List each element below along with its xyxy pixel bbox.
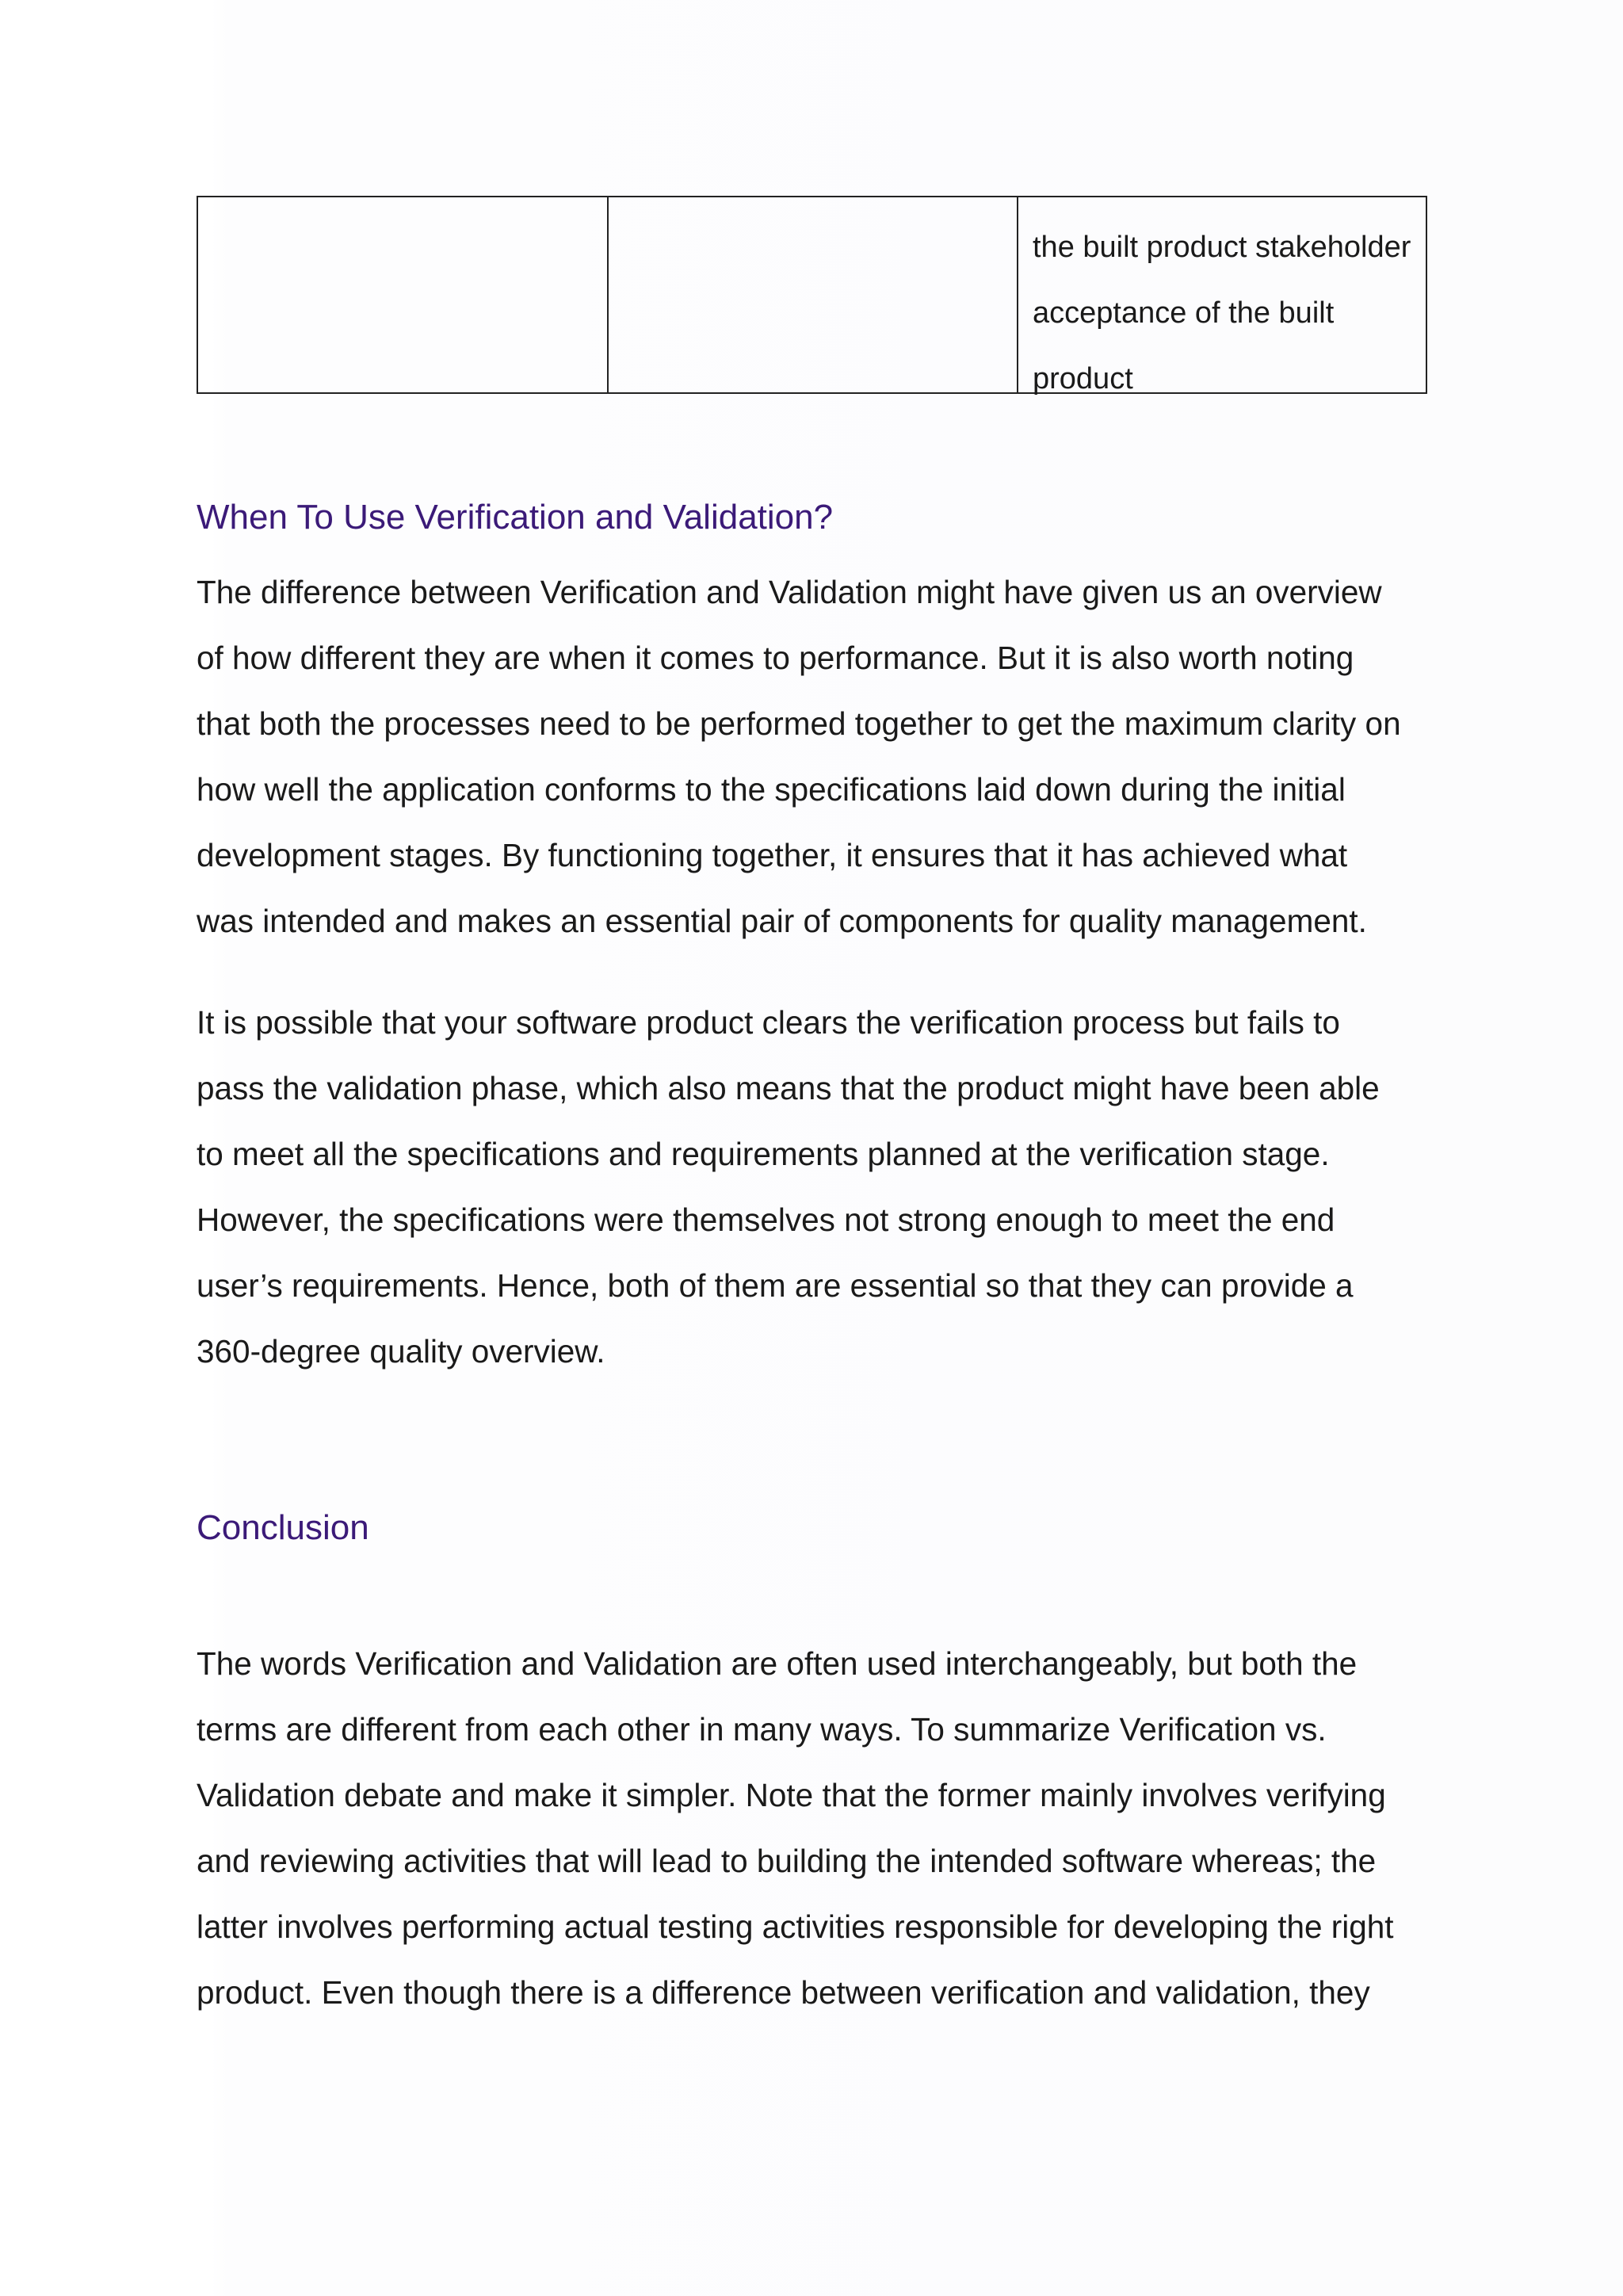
paragraph-line: product. Even though there is a difference between verification and validation, they bbox=[197, 1974, 1370, 2011]
paragraph-line: and reviewing activities that will lead to building the intended software whereas; the bbox=[197, 1843, 1377, 1879]
paragraph-line: latter involves performing actual testing activities responsible for developing the right bbox=[197, 1908, 1394, 1945]
paragraph-line: user’s requirements. Hence, both of them are essential so that they can provide a bbox=[197, 1267, 1354, 1304]
comparison-table-fragment bbox=[197, 196, 1427, 394]
paragraph-line: 360-degree quality overview. bbox=[197, 1333, 605, 1370]
paragraph-line: that both the processes need to be performed together to get the maximum clarity on bbox=[197, 705, 1401, 742]
table-cell-line: the built product stakeholder bbox=[1033, 231, 1411, 264]
paragraph-line: However, the specifications were themselves not strong enough to meet the end bbox=[197, 1201, 1335, 1238]
paragraph-line: It is possible that your software product clears the verification process but fails to bbox=[197, 1004, 1340, 1041]
section-heading-conclusion: Conclusion bbox=[197, 1508, 369, 1547]
paragraph-line: development stages. By functioning together, it ensures that it has achieved what bbox=[197, 837, 1348, 873]
section-heading-when-to-use: When To Use Verification and Validation? bbox=[197, 498, 834, 537]
paragraph-line: The difference between Verification and Validation might have given us an overview bbox=[197, 574, 1382, 610]
paragraph-line: how well the application conforms to the specifications laid down during the initial bbox=[197, 771, 1346, 808]
paragraph bbox=[197, 990, 1441, 1385]
paragraph-line: pass the validation phase, which also means that the product might have been able bbox=[197, 1070, 1380, 1106]
paragraph bbox=[197, 1631, 1441, 2026]
table-cell-line: product bbox=[1033, 362, 1133, 395]
paragraph-line: The words Verification and Validation are often used interchangeably, but both the bbox=[197, 1645, 1358, 1682]
paragraph-line: was intended and makes an essential pair of components for quality management. bbox=[197, 903, 1367, 939]
table-cell-line: acceptance of the built bbox=[1033, 296, 1335, 330]
paragraph-line: of how different they are when it comes to performance. But it is also worth noting bbox=[197, 640, 1354, 676]
table-cell bbox=[1018, 197, 1426, 395]
paragraph bbox=[197, 560, 1441, 954]
table-cell-text bbox=[1033, 215, 1418, 412]
paragraph-line: terms are different from each other in many ways. To summarize Verification vs. bbox=[197, 1711, 1327, 1748]
table-cell bbox=[198, 197, 609, 392]
table-cell bbox=[609, 197, 1018, 392]
paragraph-line: Validation debate and make it simpler. Note that the former mainly involves verifying bbox=[197, 1777, 1386, 1813]
paragraph-line: to meet all the specifications and requirements planned at the verification stage. bbox=[197, 1136, 1330, 1172]
